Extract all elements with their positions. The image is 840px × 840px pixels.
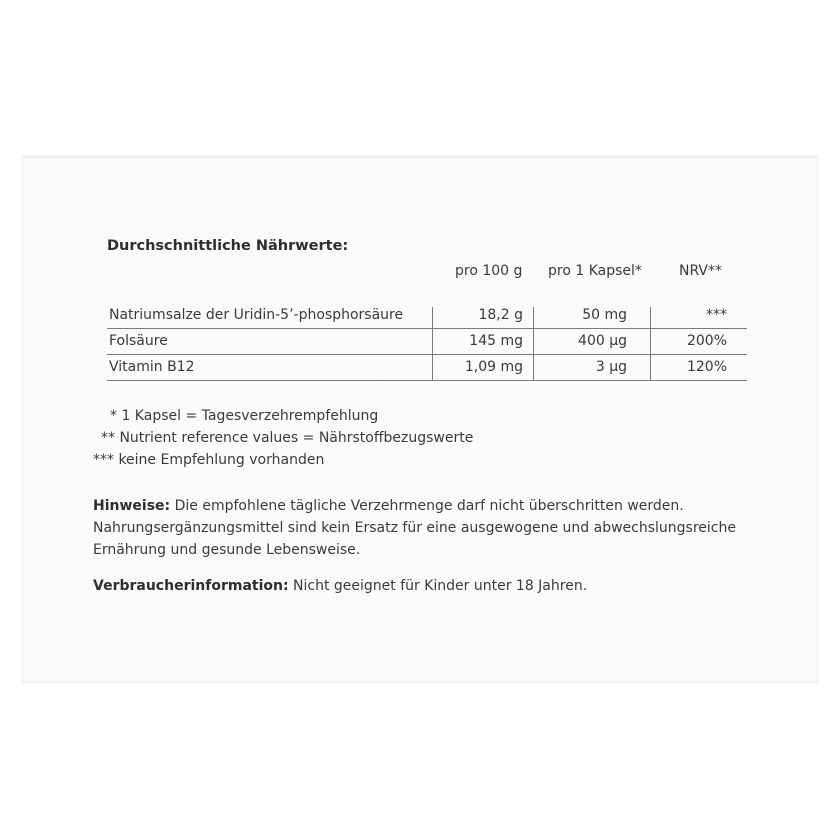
hinweise-paragraph [93,495,753,561]
column-header-per-capsule: pro 1 Kapsel* [548,263,642,279]
row-nrv: 120% [686,359,727,375]
row-name: Folsäure [109,333,168,349]
consumer-info-text: Nicht geeignet für Kinder unter 18 Jahren. [293,578,588,594]
hinweise-text-line1: Die empfohlene tägliche Verzehrmenge darf nicht überschritten werden. [174,498,684,514]
column-header-per-100g: pro 100 g [455,263,523,279]
hinweise-text-line3: Ernährung und gesunde Lebensweise. [93,542,361,558]
column-header-nrv: NRV** [679,263,723,279]
table-row [107,303,747,329]
row-per-capsule: 50 mg [582,307,627,323]
row-name: Vitamin B12 [109,359,195,375]
footnote-capsule: * 1 Kapsel = Tagesverzehrempfehlung [110,408,379,424]
hinweise-label: Hinweise: [93,498,171,514]
consumer-info-paragraph [93,575,753,597]
row-name: Natriumsalze der Uridin-5’-phosphorsäure [109,307,404,323]
row-per-capsule: 400 µg [578,333,627,349]
row-per-100g: 1,09 mg [464,359,523,375]
hinweise-text-line2: Nahrungsergänzungsmittel sind kein Ersatz für eine ausgewogene und abwechslungsreiche [93,520,736,536]
row-nrv: 200% [686,333,727,349]
footnote-nrv: ** Nutrient reference values = Nährstoffbezugswerte [101,430,474,446]
table-column-divider [533,307,534,381]
table-column-divider [650,307,651,381]
consumer-info-label: Verbraucherinformation: [93,578,289,594]
row-per-100g: 145 mg [469,333,523,349]
nutrition-heading: Durchschnittliche Nährwerte: [107,238,349,254]
table-row [107,355,747,381]
row-per-100g: 18,2 g [478,307,523,323]
table-column-divider [432,307,433,381]
row-nrv: *** [706,307,727,323]
footnote-no-recommendation: *** keine Empfehlung vorhanden [93,452,325,468]
row-per-capsule: 3 µg [595,359,627,375]
table-row [107,329,747,355]
